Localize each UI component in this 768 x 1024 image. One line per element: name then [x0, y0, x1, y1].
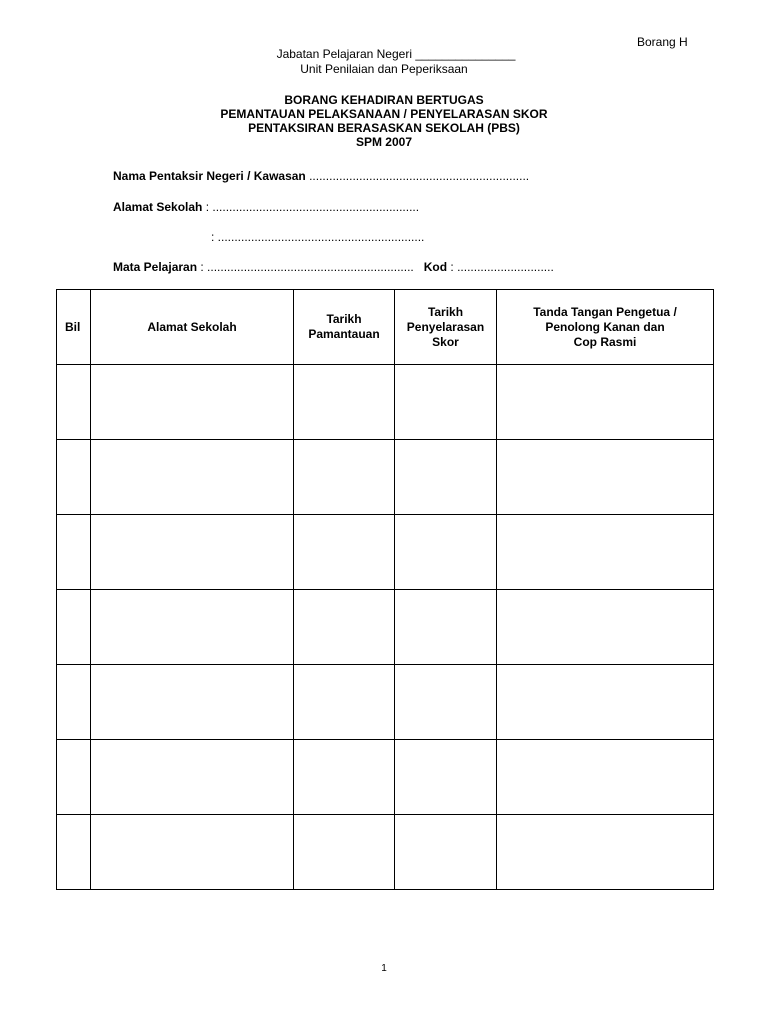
bil-cell	[57, 815, 91, 890]
table-row	[57, 440, 714, 515]
table-header-row	[57, 290, 714, 365]
header-tarikh-penyelarasan	[395, 290, 497, 365]
mata-pelajaran-field	[113, 260, 554, 274]
alamat-sekolah-cell	[91, 590, 294, 665]
header-tarikh-pemantauan-line-1: Tarikh	[326, 312, 362, 326]
tarikh-penyelarasan-cell	[395, 815, 497, 890]
header	[0, 47, 768, 77]
table-row	[57, 515, 714, 590]
header-bil: Bil	[57, 290, 91, 365]
header-alamat-sekolah: Alamat Sekolah	[91, 290, 294, 365]
table-row	[57, 365, 714, 440]
tarikh-pemantauan-cell	[294, 665, 395, 740]
alamat-sekolah-cell	[91, 815, 294, 890]
table-row	[57, 665, 714, 740]
alamat-blank-1: : ..............................................................	[202, 200, 420, 214]
tarikh-penyelarasan-cell	[395, 740, 497, 815]
alamat-field	[113, 200, 419, 214]
alamat-sekolah-cell	[91, 440, 294, 515]
unit-line: Unit Penilaian dan Peperiksaan	[300, 62, 468, 76]
bil-cell	[57, 515, 91, 590]
bil-cell	[57, 590, 91, 665]
tarikh-pemantauan-cell	[294, 815, 395, 890]
bil-cell	[57, 740, 91, 815]
table-row	[57, 590, 714, 665]
title-line-2: PEMANTAUAN PELAKSANAAN / PENYELARASAN SKOR	[220, 107, 548, 121]
mata-pelajaran-label: Mata Pelajaran	[113, 260, 198, 274]
alamat-sekolah-cell	[91, 665, 294, 740]
tarikh-pemantauan-cell	[294, 440, 395, 515]
tarikh-pemantauan-cell	[294, 590, 395, 665]
alamat-blank-2: : ..............................................................	[211, 230, 425, 244]
tarikh-pemantauan-cell	[294, 515, 395, 590]
mata-pelajaran-blank: : ..............................................................	[197, 260, 414, 274]
tandatangan-cell	[497, 515, 714, 590]
title-line-4: SPM 2007	[355, 135, 413, 149]
header-tarikh-penyelarasan-line-3: Skor	[432, 334, 459, 349]
bil-cell	[57, 440, 91, 515]
tarikh-pemantauan-cell	[294, 365, 395, 440]
pentaksir-label: Nama Pentaksir Negeri / Kawasan	[113, 169, 306, 183]
form-code: Borang H	[637, 35, 688, 49]
department-line: Jabatan Pelajaran Negeri _______________	[276, 47, 516, 61]
tarikh-penyelarasan-cell	[395, 515, 497, 590]
title-line-1: BORANG KEHADIRAN BERTUGAS	[284, 93, 484, 107]
kod-label: Kod	[423, 260, 448, 274]
header-tandatangan-line-1: Tanda Tangan Pengetua /	[533, 304, 677, 319]
form-title	[0, 93, 768, 149]
header-tandatangan-line-2: Penolong Kanan dan	[545, 319, 665, 334]
header-tandatangan	[497, 290, 714, 365]
tandatangan-cell	[497, 365, 714, 440]
alamat-label: Alamat Sekolah	[113, 200, 203, 214]
tarikh-penyelarasan-cell	[395, 590, 497, 665]
alamat-field-line-2	[211, 230, 424, 244]
header-tarikh-penyelarasan-line-2: Penyelarasan	[406, 319, 485, 334]
table-row	[57, 815, 714, 890]
page-number: 1	[381, 963, 387, 974]
pentaksir-field	[113, 169, 529, 183]
alamat-sekolah-cell	[91, 365, 294, 440]
table-body	[57, 365, 714, 890]
bil-cell	[57, 665, 91, 740]
pentaksir-blank: ..................................................................	[305, 169, 530, 183]
header-tandatangan-line-3: Cop Rasmi	[573, 334, 637, 349]
alamat-sekolah-cell	[91, 515, 294, 590]
tarikh-pemantauan-cell	[294, 740, 395, 815]
kod-blank: : .............................	[447, 260, 554, 274]
tandatangan-cell	[497, 740, 714, 815]
header-tarikh-penyelarasan-line-1: Tarikh	[427, 304, 464, 319]
attendance-table	[56, 289, 714, 890]
tarikh-penyelarasan-cell	[395, 665, 497, 740]
tandatangan-cell	[497, 440, 714, 515]
header-tarikh-pemantauan-line-2: Pamantauan	[308, 327, 380, 341]
tandatangan-cell	[497, 590, 714, 665]
tarikh-penyelarasan-cell	[395, 365, 497, 440]
tandatangan-cell	[497, 815, 714, 890]
title-line-3: PENTAKSIRAN BERASASKAN SEKOLAH (PBS)	[248, 121, 520, 135]
alamat-sekolah-cell	[91, 740, 294, 815]
table-row	[57, 740, 714, 815]
tandatangan-cell	[497, 665, 714, 740]
header-tarikh-pemantauan	[294, 290, 395, 365]
bil-cell	[57, 365, 91, 440]
tarikh-penyelarasan-cell	[395, 440, 497, 515]
